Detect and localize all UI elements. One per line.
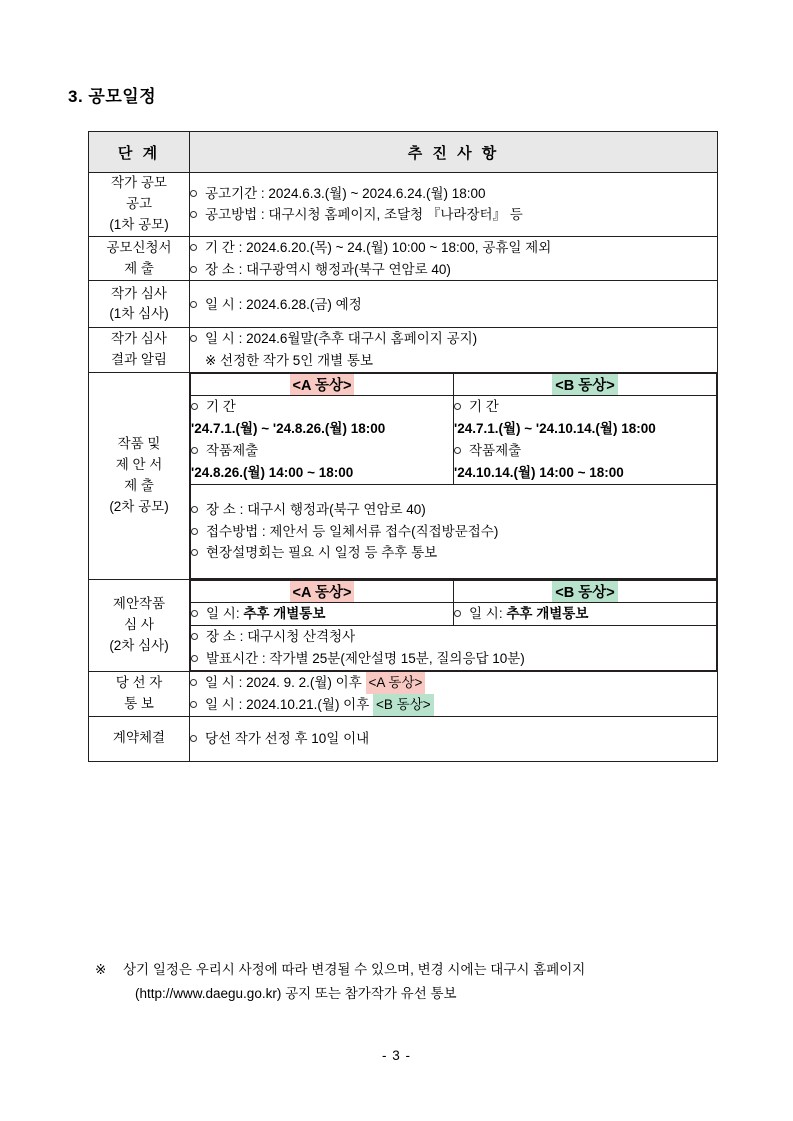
- detail-text: 일 시 : 2024. 9. 2.(월) 이후: [205, 674, 366, 690]
- stage-line: 작가 심사: [111, 331, 167, 347]
- detail-cell: [190, 373, 718, 580]
- stage-line: (2차 공모): [109, 499, 169, 515]
- review-inner-table: [190, 580, 717, 671]
- column-title-a: [191, 581, 454, 603]
- detail-item-label: 작품제출: [191, 440, 453, 462]
- stage-line: 작품 및: [117, 436, 161, 452]
- stage-line: 통 보: [124, 695, 154, 711]
- artwork-common-row: [191, 484, 717, 579]
- stage-cell: [89, 373, 190, 580]
- stage-line: 공모신청서: [106, 239, 172, 255]
- detail-item: 일 시 : 2024.6.28.(금) 예정: [190, 294, 717, 316]
- stage-line: 결과 알림: [111, 352, 167, 368]
- detail-item: 접수방법 : 제안서 등 일체서류 접수(직접방문접수): [191, 521, 716, 543]
- detail-cell: [190, 173, 718, 237]
- detail-cell: [190, 328, 718, 373]
- footnote-line-1: 상기 일정은 우리시 사정에 따라 변경될 수 있으며, 변경 시에는 대구시 홈페이지: [123, 962, 586, 977]
- common-detail-cell: [191, 626, 717, 671]
- stage-line: 당 선 자: [115, 674, 163, 690]
- column-title-b: [454, 374, 717, 396]
- detail-item: 발표시간 : 작가별 25분(제안설명 15분, 질의응답 10분): [191, 648, 716, 670]
- detail-item-label: 기 간: [191, 396, 453, 418]
- stage-line: 공고: [125, 195, 153, 211]
- artwork-title-row: [191, 374, 717, 396]
- detail-cell: [190, 236, 718, 281]
- detail-text: 일 시 : 2024.10.21.(월) 이후: [205, 696, 374, 712]
- section-heading: 공모일정: [88, 87, 157, 106]
- column-detail-a: [191, 603, 454, 626]
- table-row: [89, 236, 718, 281]
- detail-item: [190, 694, 717, 716]
- detail-item: 기 간 : 2024.6.20.(목) ~ 24.(월) 10:00 ~ 18:00, 공휴일 제외: [190, 237, 717, 259]
- detail-item: 당선 작가 선정 후 10일 이내: [190, 728, 717, 750]
- common-detail-cell: [191, 484, 717, 579]
- detail-item-label: 기 간: [454, 396, 716, 418]
- detail-note: ※ 선정한 작가 5인 개별 통보: [205, 353, 373, 369]
- stage-line: (1차 공모): [109, 216, 169, 232]
- stage-line: 심 사: [124, 617, 154, 633]
- stage-line: 제 출: [124, 260, 154, 276]
- detail-cell: [190, 580, 718, 672]
- badge-b-statue: <B 동상>: [552, 581, 617, 602]
- review-title-row: [191, 581, 717, 603]
- column-detail-a: [191, 396, 454, 484]
- stage-line: 제 안 서: [115, 457, 163, 473]
- stage-cell: [89, 236, 190, 281]
- detail-item: 일 시 : 2024.6월말(추후 대구시 홈페이지 공지): [190, 328, 717, 350]
- stage-cell: 계약체결: [89, 716, 190, 761]
- detail-item-label: 작품제출: [454, 440, 716, 462]
- badge-a-statue: <A 동상>: [290, 581, 355, 602]
- detail-cell: [190, 671, 718, 716]
- stage-line: (1차 심사): [109, 306, 169, 322]
- stage-cell: [89, 580, 190, 672]
- detail-item: 장 소 : 대구광역시 행정과(북구 연암로 40): [190, 259, 717, 281]
- detail-value: 추후 개별통보: [243, 606, 326, 622]
- stage-cell: [89, 328, 190, 373]
- detail-item-value: '24.10.14.(월) 14:00 ~ 18:00: [454, 464, 624, 480]
- detail-item: 장 소 : 대구시청 산격청사: [191, 626, 716, 648]
- stage-line: 제안작품: [112, 596, 166, 612]
- detail-item: 현장설명회는 필요 시 일정 등 추후 통보: [191, 542, 716, 564]
- table-header-row: [89, 132, 718, 173]
- detail-value: 추후 개별통보: [506, 606, 589, 622]
- review-detail-row: [191, 603, 717, 626]
- table-row-winner: [89, 671, 718, 716]
- footnote-mark: ※: [95, 962, 107, 977]
- detail-label: 일 시:: [206, 606, 240, 622]
- footnote: [95, 958, 735, 1005]
- artwork-detail-row: [191, 396, 717, 484]
- review-common-row: [191, 626, 717, 671]
- section-number: 3.: [68, 87, 84, 106]
- header-stage: 단 계: [89, 132, 190, 173]
- badge-b-statue: <B 동상>: [373, 694, 434, 716]
- stage-line: 작가 심사: [111, 285, 167, 301]
- header-detail: 추 진 사 항: [190, 132, 718, 173]
- stage-cell: [89, 281, 190, 328]
- table-row-artwork: [89, 373, 718, 580]
- detail-item: [454, 603, 716, 625]
- artwork-inner-table: [190, 373, 717, 579]
- column-title-b: [454, 581, 717, 603]
- page-title: [68, 82, 156, 107]
- detail-item-value: '24.7.1.(월) ~ '24.10.14.(월) 18:00: [454, 421, 656, 437]
- badge-b-statue: <B 동상>: [552, 374, 617, 395]
- footnote-line-2: (http://www.daegu.go.kr) 공지 또는 참가작가 유선 통보: [135, 985, 457, 1001]
- detail-cell: [190, 716, 718, 761]
- table-row-contract: [89, 716, 718, 761]
- stage-line: 작가 공모: [111, 175, 167, 190]
- table-row-review: [89, 580, 718, 672]
- detail-cell: [190, 281, 718, 328]
- detail-item: 장 소 : 대구시 행정과(북구 연암로 40): [191, 499, 716, 521]
- table-row: [89, 328, 718, 373]
- badge-a-statue: <A 동상>: [366, 672, 426, 694]
- detail-item-value: '24.7.1.(월) ~ '24.8.26.(월) 18:00: [191, 421, 386, 437]
- detail-item-value: '24.8.26.(월) 14:00 ~ 18:00: [191, 464, 354, 480]
- detail-item: [190, 672, 717, 694]
- stage-cell: [89, 173, 190, 237]
- table-row: [89, 281, 718, 328]
- stage-line: (2차 심사): [109, 637, 169, 653]
- column-title-a: [191, 374, 454, 396]
- detail-label: 일 시:: [469, 606, 503, 622]
- table-row: [89, 173, 718, 237]
- badge-a-statue: <A 동상>: [290, 374, 355, 395]
- stage-cell: [89, 671, 190, 716]
- stage-line: 제 출: [124, 478, 154, 494]
- column-detail-b: [454, 396, 717, 484]
- detail-item: 공고기간 : 2024.6.3.(월) ~ 2024.6.24.(월) 18:00: [190, 183, 717, 205]
- detail-item: 공고방법 : 대구시청 홈페이지, 조달청 『나라장터』 등: [190, 204, 717, 226]
- column-detail-b: [454, 603, 717, 626]
- schedule-table: [88, 131, 718, 762]
- page-number: - 3 -: [381, 1048, 411, 1063]
- detail-item: [191, 603, 453, 625]
